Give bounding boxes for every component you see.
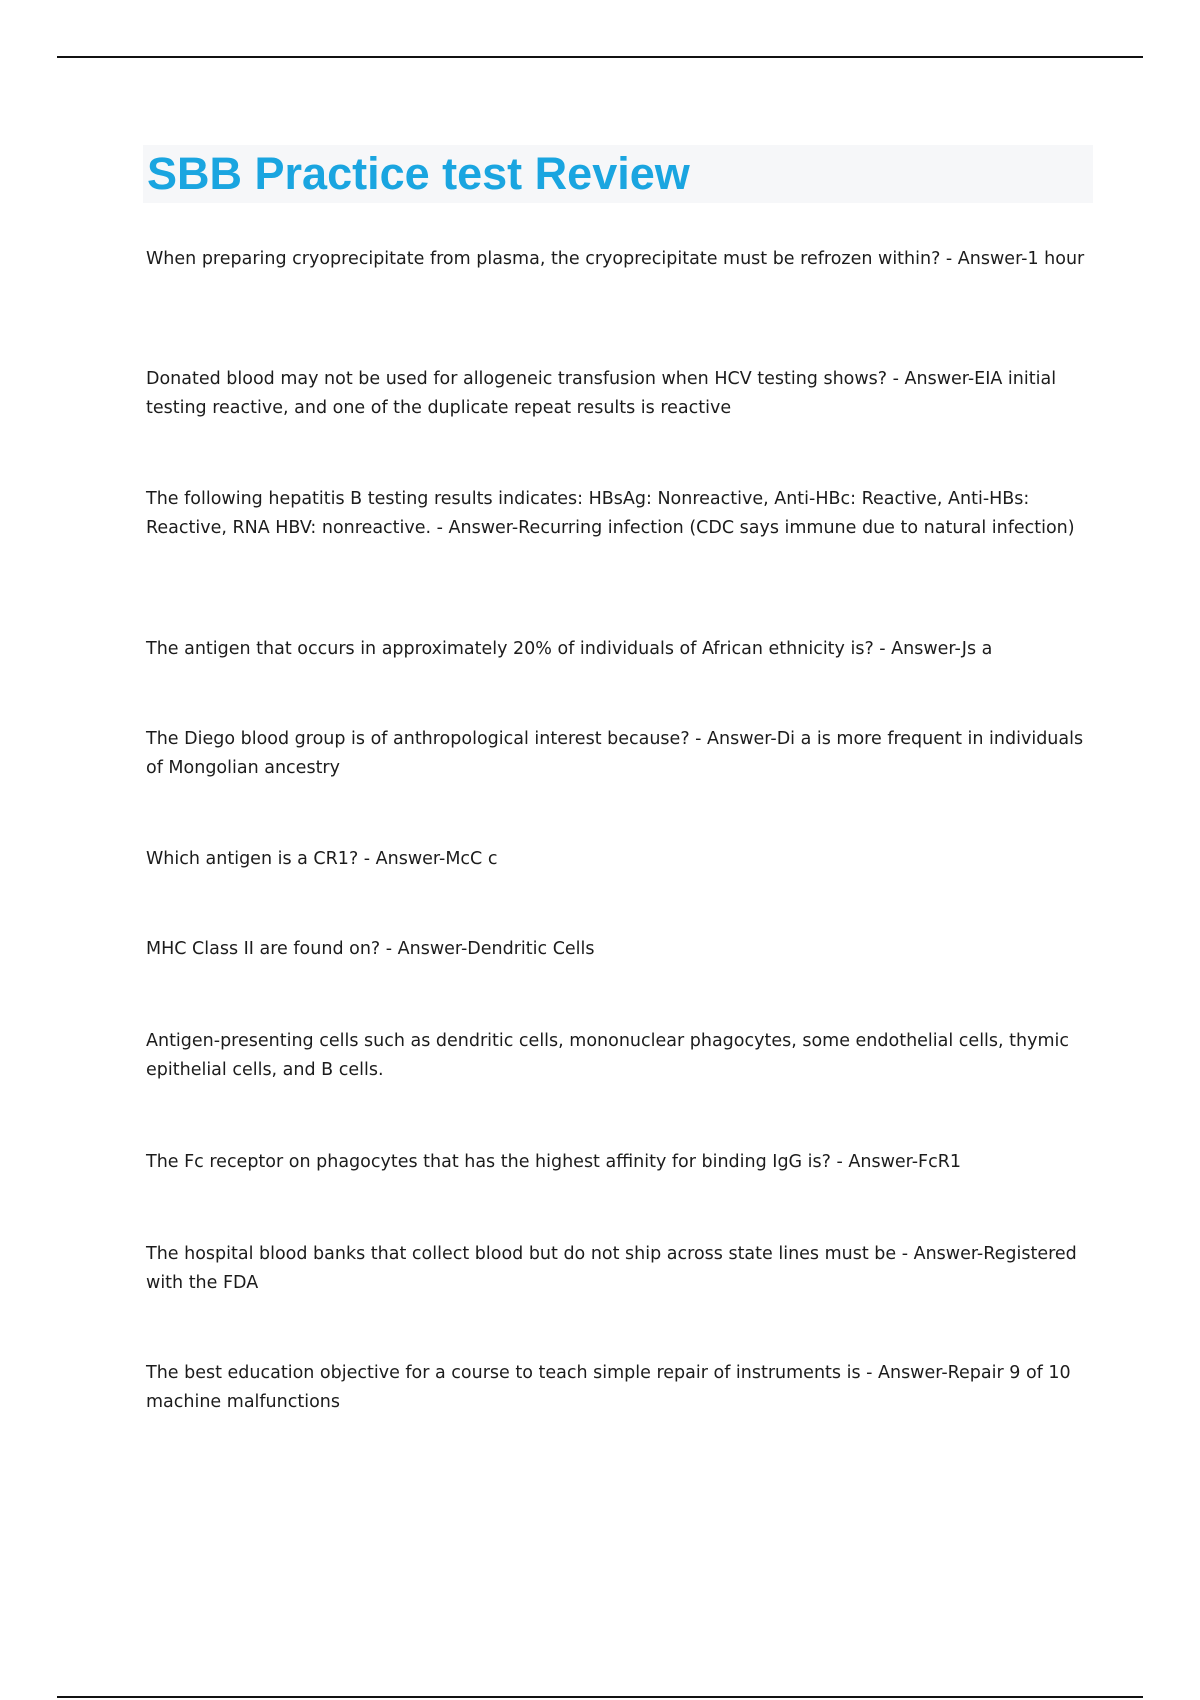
top-rule [57, 56, 1143, 58]
qa-entry-9: The Fc receptor on phagocytes that has the highest affinity for binding IgG is? - Answer-FcR1 [146, 1152, 962, 1172]
qa-entry-4: The antigen that occurs in approximately 20% of individuals of African ethnicity is? - Answer-Js a [146, 639, 993, 659]
qa-entry-8: Antigen-presenting cells such as dendritic cells, mononuclear phagocytes, some endothelial cells, thymic epithelial cells, and B cells. [146, 1031, 1070, 1080]
qa-entry-7: MHC Class II are found on? - Answer-Dendritic Cells [146, 939, 595, 959]
qa-entry-11: The best education objective for a course to teach simple repair of instruments is - Answer-Repair 9 of 10 machine malfunctions [146, 1363, 1071, 1412]
qa-entry-10: The hospital blood banks that collect blood but do not ship across state lines must be - Answer-Registered with the FDA [146, 1244, 1077, 1293]
qa-entry-1: When preparing cryoprecipitate from plasma, the cryoprecipitate must be refrozen within? - Answer-1 hour [146, 249, 1085, 269]
qa-entry-3: The following hepatitis B testing results indicates: HBsAg: Nonreactive, Anti-HBc: Reactive, Anti-HBs: Reactive, RNA HBV: nonreactive. - Answer-Recurring infection (CDC says immune due to natural infection) [146, 489, 1075, 538]
qa-entry-2: Donated blood may not be used for allogeneic transfusion when HCV testing shows? - Answer-EIA initial testing reactive, and one of the duplicate repeat results is reactive [146, 369, 1057, 418]
title-banner [143, 145, 1093, 203]
bottom-rule [57, 1696, 1143, 1698]
qa-entry-5: The Diego blood group is of anthropological interest because? - Answer-Di a is more frequent in individuals of Mongolian ancestry [146, 729, 1084, 778]
page-title: SBB Practice test Review [147, 148, 690, 199]
qa-entry-6: Which antigen is a CR1? - Answer-McC c [146, 849, 498, 869]
